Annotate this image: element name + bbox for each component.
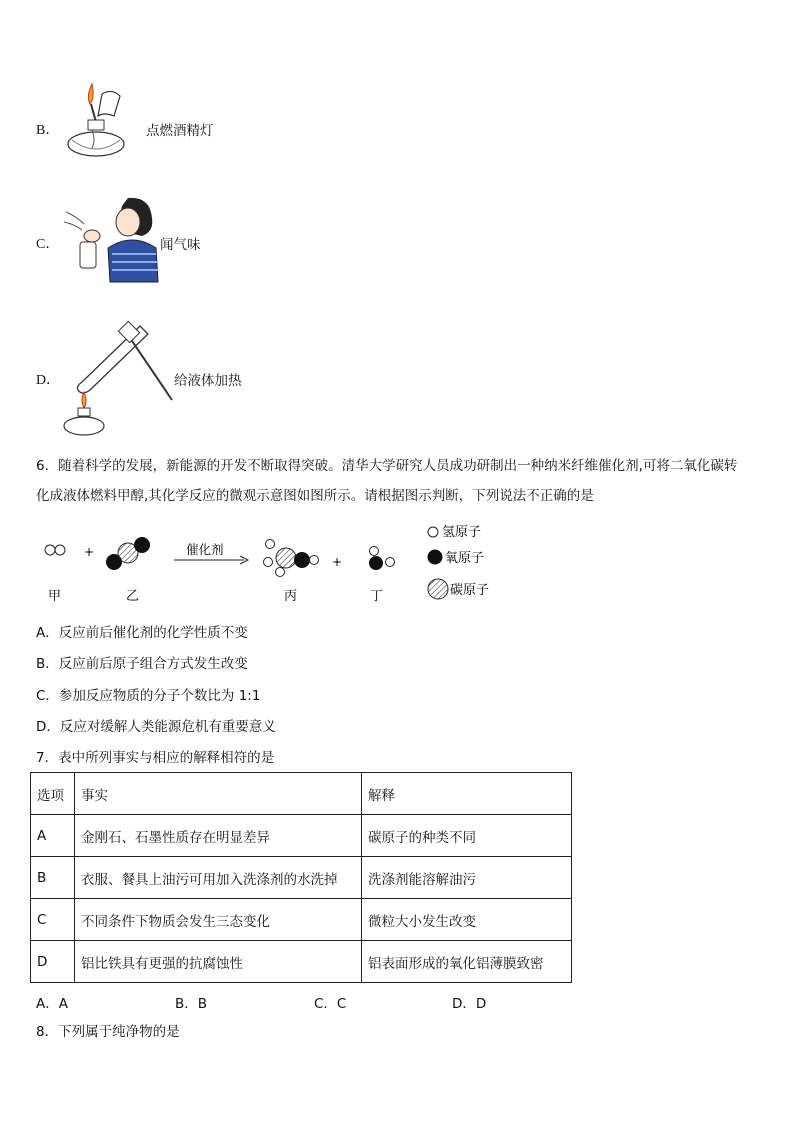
catalyst-label: 催化剂 — [186, 542, 224, 557]
header-fact: 事实 — [75, 773, 362, 815]
plus-sign-2: + — [332, 555, 343, 569]
label-yi: 乙 — [126, 589, 140, 604]
table-cell: 铝表面形成的氧化铝薄膜致密 — [362, 941, 572, 983]
option-d-text: 给液体加热 — [174, 373, 242, 389]
table-cell: 洗涤剂能溶解油污 — [362, 857, 572, 899]
legend-carbon-swatch — [428, 579, 448, 599]
molecule-water — [369, 547, 395, 571]
reaction-arrow — [174, 556, 248, 564]
label-bing: 丙 — [284, 589, 298, 604]
table-cell: 微粒大小发生改变 — [362, 899, 572, 941]
q7-answer-b: B．B — [175, 996, 208, 1012]
table-cell: C — [31, 899, 75, 941]
q6-option-c: C．参加反应物质的分子个数比为 1:1 — [36, 688, 261, 704]
header-explanation: 解释 — [362, 773, 572, 815]
legend — [428, 525, 490, 599]
table-cell: 不同条件下物质会发生三态变化 — [75, 899, 362, 941]
q8-stem: 8．下列属于纯净物的是 — [36, 1024, 180, 1040]
q7-answer-a: A．A — [36, 996, 68, 1012]
legend-oxygen-swatch — [428, 550, 443, 565]
table-cell: A — [31, 815, 75, 857]
table-row — [31, 857, 572, 899]
heating-liquid-illustration — [62, 318, 174, 438]
table-row — [31, 815, 572, 857]
legend-oxygen-label: 氧原子 — [445, 551, 485, 566]
table-row — [31, 941, 572, 983]
q7-answer-c: C．C — [314, 996, 347, 1012]
label-ding: 丁 — [370, 589, 384, 604]
q7-answer-d: D．D — [452, 996, 487, 1012]
table-cell: 碳原子的种类不同 — [362, 815, 572, 857]
legend-hydrogen-swatch — [428, 527, 438, 537]
q7-stem: 7．表中所列事实与相应的解释相符的是 — [36, 750, 275, 766]
q6-stem-line2: 化成液体燃料甲醇,其化学反应的微观示意图如图所示。请根据图示判断，下列说法不正确的是 — [36, 488, 594, 504]
molecule-carbon-dioxide — [106, 537, 150, 570]
table-cell: 衣服、餐具上油污可用加入洗涤剂的水洗掉 — [75, 857, 362, 899]
q6-stem-line1: 6．随着科学的发展，新能源的开发不断取得突破。清华大学研究人员成功研制出一种纳米纤维催化剂,可将二氧化碳转 — [36, 458, 738, 474]
table-header-row — [31, 773, 572, 815]
table-cell: B — [31, 857, 75, 899]
header-option: 选项 — [31, 773, 75, 815]
table-cell: 铝比铁具有更强的抗腐蚀性 — [75, 941, 362, 983]
legend-carbon-label: 碳原子 — [450, 583, 490, 598]
molecule-methanol — [264, 540, 319, 577]
alcohol-lamp-lighting-illustration — [62, 82, 146, 160]
table-cell: 金刚石、石墨性质存在明显差异 — [75, 815, 362, 857]
molecule-hydrogen — [45, 545, 65, 555]
table-row — [31, 899, 572, 941]
option-c-letter: C． — [36, 237, 60, 252]
q6-option-b: B．反应前后原子组合方式发生改变 — [36, 656, 248, 672]
smelling-gas-illustration — [62, 192, 160, 288]
option-b-text: 点燃酒精灯 — [146, 123, 214, 139]
option-c-text: 闻气味 — [160, 237, 201, 253]
label-jia: 甲 — [48, 589, 62, 604]
q6-option-d: D．反应对缓解人类能源危机有重要意义 — [36, 719, 276, 735]
table-cell: D — [31, 941, 75, 983]
plus-sign-1: + — [84, 545, 95, 559]
option-b-letter: B． — [36, 123, 60, 138]
legend-hydrogen-label: 氢原子 — [442, 525, 482, 540]
facts-table — [30, 772, 572, 983]
reaction-diagram — [36, 520, 516, 608]
q6-option-a: A．反应前后催化剂的化学性质不变 — [36, 625, 248, 641]
option-d-letter: D． — [36, 373, 61, 388]
